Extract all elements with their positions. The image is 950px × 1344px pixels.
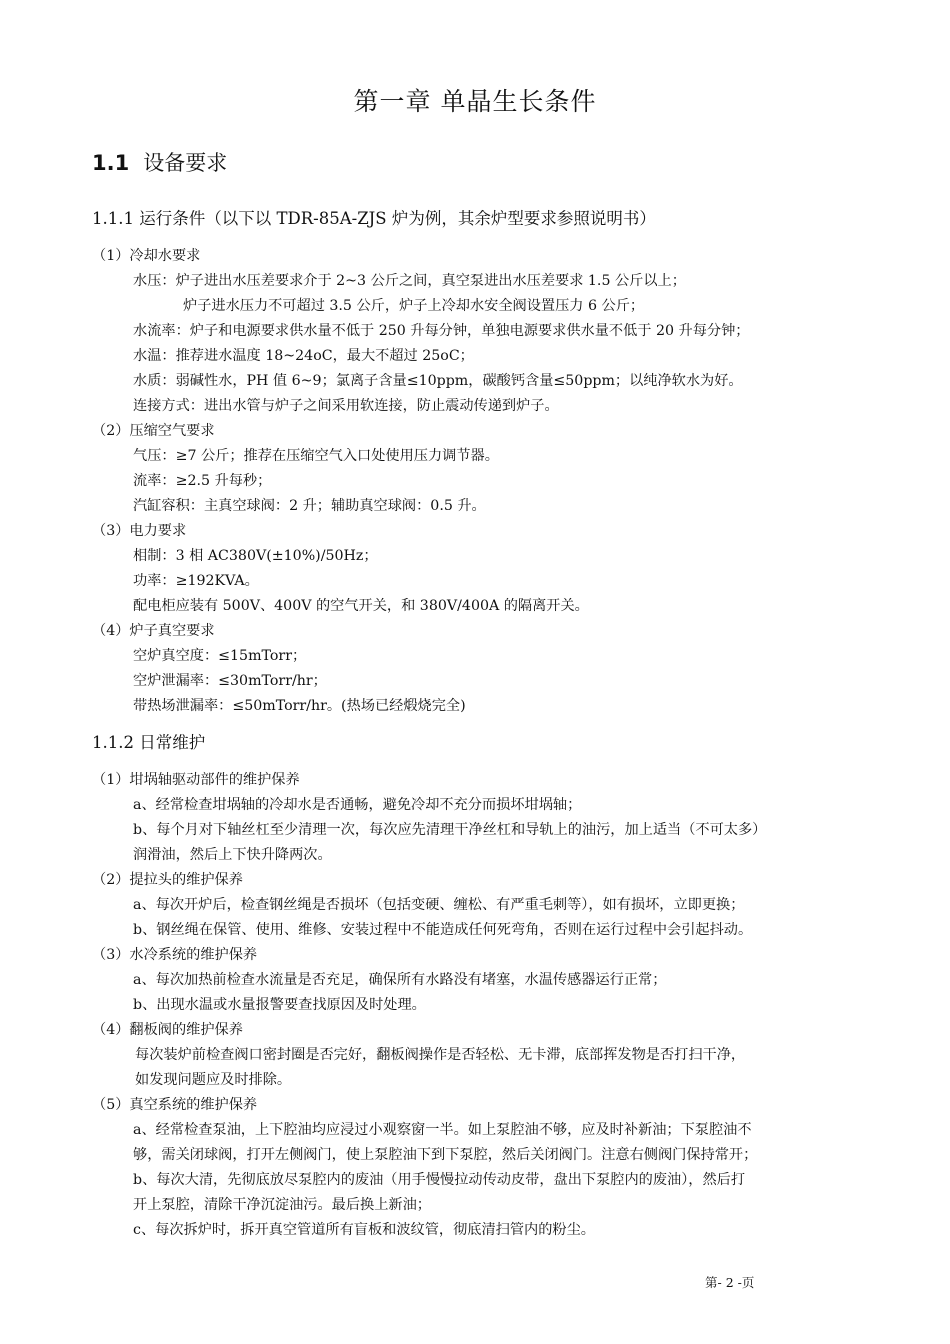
text-line: 水质：弱碱性水，PH 值 6~9；氯离子含量≤10ppm，碳酸钙含量≤50ppm；以纯净软水为好。: [133, 373, 743, 389]
text-line: b、出现水温或水量报警要查找原因及时处理。: [133, 997, 426, 1013]
text-line: 流率：≥2.5 升每秒；: [133, 473, 272, 489]
section-title: 设备要求: [143, 151, 228, 175]
page-number: 第- 2 -页: [705, 1275, 755, 1290]
item-heading-vacuum: （4）炉子真空要求: [92, 623, 215, 639]
item-heading-vacuum-system: （5）真空系统的维护保养: [92, 1097, 258, 1113]
text-line: b、每次大清，先彻底放尽泵腔内的废油（用手慢慢拉动传动皮带，盘出下泵腔内的废油），然后打: [133, 1172, 746, 1188]
text-line: 相制：3 相 AC380V(±10%)/50Hz；: [133, 548, 378, 564]
item-heading-water-cooling: （3）水冷系统的维护保养: [92, 947, 258, 963]
text-line: 配电柜应装有 500V、400V 的空气开关，和 380V/400A 的隔离开关。: [133, 598, 589, 614]
text-line: 功率：≥192KVA。: [133, 573, 259, 589]
text-line: 空炉泄漏率：≤30mTorr/hr；: [133, 673, 327, 689]
item-heading-cooling-water: （1）冷却水要求: [92, 248, 201, 264]
text-line: b、每个月对下轴丝杠至少清理一次，每次应先清理干净丝杠和导轨上的油污，加上适当（不可太多）: [133, 822, 767, 838]
text-line: a、经常检查坩埚轴的冷却水是否通畅，避免冷却不充分而损坏坩埚轴；: [133, 797, 582, 813]
text-line: 空炉真空度：≤15mTorr；: [133, 648, 307, 664]
chapter-title: 第一章 单晶生长条件: [353, 87, 597, 116]
text-line: c、每次拆炉时，拆开真空管道所有盲板和波纹管，彻底清扫管内的粉尘。: [133, 1222, 595, 1238]
item-heading-flap-valve: （4）翻板阀的维护保养: [92, 1022, 243, 1038]
text-line: 水流率：炉子和电源要求供水量不低于 250 升每分钟，单独电源要求供水量不低于 20 升每分钟；: [133, 323, 750, 339]
section-number: 1.1: [92, 151, 130, 175]
text-line: 汽缸容积：主真空球阀：2 升；辅助真空球阀：0.5 升。: [133, 498, 486, 514]
text-line: 开上泵腔，清除干净沉淀油污。最后换上新油；: [133, 1197, 431, 1213]
text-line: 气压：≥7 公斤；推荐在压缩空气入口处使用压力调节器。: [133, 448, 499, 464]
text-line: 每次装炉前检查阀口密封圈是否完好，翻板阀操作是否轻松、无卡滞，底部挥发物是否打扫干净，: [135, 1047, 746, 1063]
text-line: 水温：推荐进水温度 18~24oC，最大不超过 25oC；: [133, 348, 474, 364]
text-line: a、每次加热前检查水流量是否充足，确保所有水路没有堵塞，水温传感器运行正常；: [133, 972, 667, 988]
text-line: 炉子进水压力不可超过 3.5 公斤，炉子上冷却水安全阀设置压力 6 公斤；: [183, 298, 645, 314]
section-heading: [92, 147, 227, 177]
text-line: 水压：炉子进出水压差要求介于 2~3 公斤之间，真空泵进出水压差要求 1.5 公斤以上；: [133, 273, 686, 289]
text-line: 带热场泄漏率：≤50mTorr/hr。(热场已经煅烧完全): [133, 698, 466, 714]
subsection-title-operating-conditions: 1.1.1 运行条件（以下以 TDR-85A-ZJS 炉为例，其余炉型要求参照说明书）: [92, 209, 656, 228]
text-line: a、经常检查泵油，上下腔油均应浸过小观察窗一半。如上泵腔油不够，应及时补新油；下泵腔油不: [133, 1122, 752, 1138]
text-line: 如发现问题应及时排除。: [135, 1072, 292, 1088]
item-heading-crucible-shaft: （1）坩埚轴驱动部件的维护保养: [92, 772, 300, 788]
text-line: b、钢丝绳在保管、使用、维修、安装过程中不能造成任何死弯角，否则在运行过程中会引起抖动。: [133, 922, 753, 938]
text-line: 连接方式：进出水管与炉子之间采用软连接，防止震动传递到炉子。: [133, 398, 559, 414]
item-heading-power: （3）电力要求: [92, 523, 187, 539]
item-heading-compressed-air: （2）压缩空气要求: [92, 423, 215, 439]
text-line: a、每次开炉后，检查钢丝绳是否损坏（包括变硬、缠松、有严重毛刺等），如有损坏，立即更换；: [133, 897, 745, 913]
text-line: 润滑油，然后上下快升降两次。: [133, 847, 332, 863]
subsection-title-daily-maintenance: 1.1.2 日常维护: [92, 733, 206, 752]
item-heading-pull-head: （2）提拉头的维护保养: [92, 872, 243, 888]
text-line: 够，需关闭球阀，打开左侧阀门，使上泵腔油下到下泵腔，然后关闭阀门。注意右侧阀门保持常开；: [133, 1147, 758, 1163]
